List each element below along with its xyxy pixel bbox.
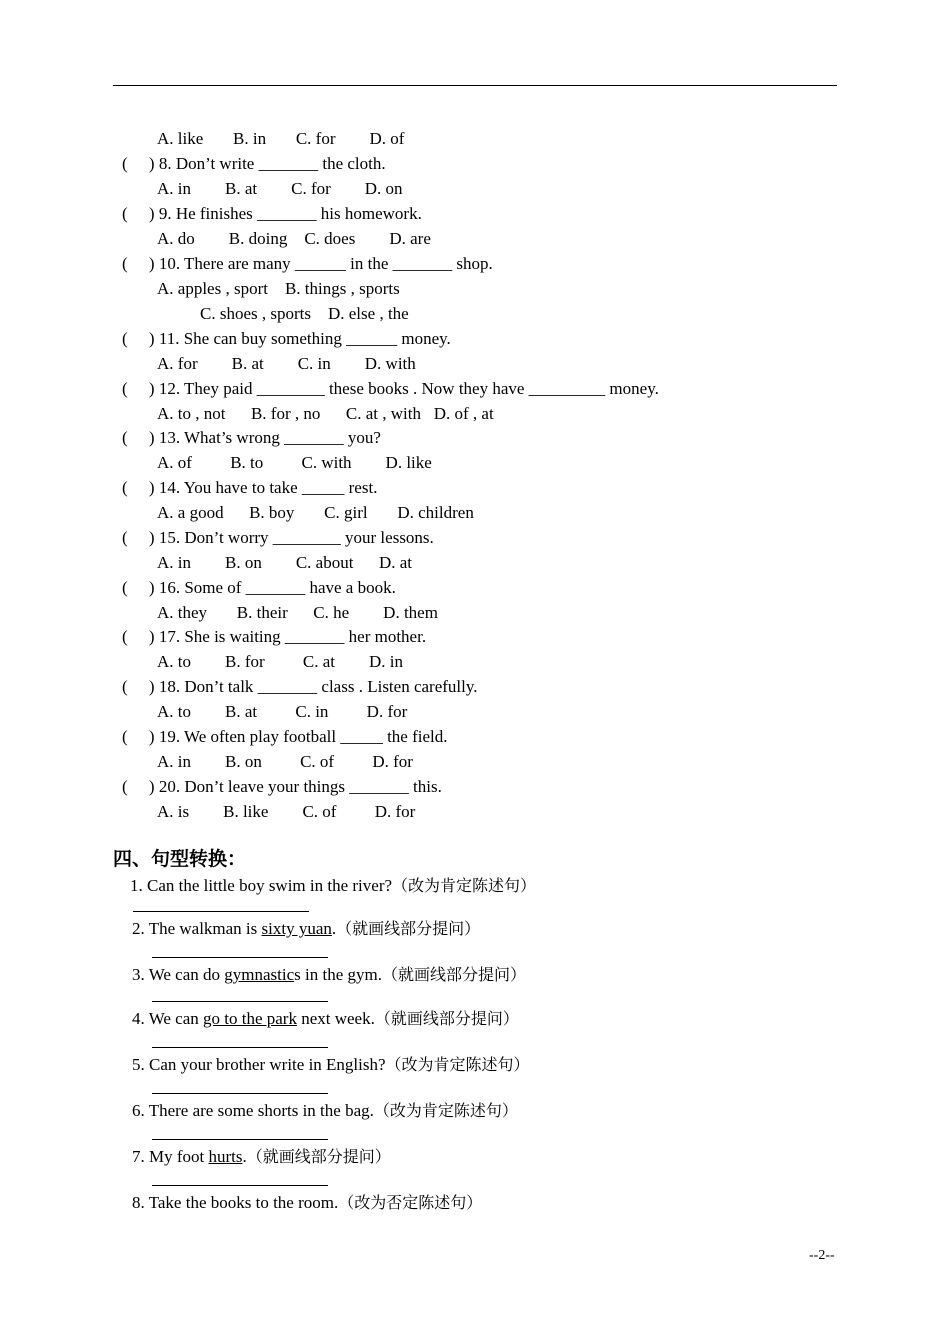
q16-options: A. they B. their C. he D. them [157, 603, 438, 622]
q11-stem: ( ) 11. She can buy something ______ money. [122, 329, 451, 348]
answer-blank-6[interactable] [152, 1139, 328, 1140]
section-heading: 四、句型转换： [113, 848, 247, 870]
q9-options: A. do B. doing C. does D. are [157, 229, 431, 248]
transform-1: 1. Can the little boy swim in the river?（改为肯定陈述句） [130, 876, 537, 895]
q12-stem: ( ) 12. They paid ________ these books . Now they have _________ money. [122, 379, 659, 398]
answer-blank-2[interactable] [152, 957, 328, 958]
q9-stem: ( ) 9. He finishes _______ his homework. [122, 204, 422, 223]
q14-options: A. a good B. boy C. girl D. children [157, 503, 474, 522]
q13-options: A. of B. to C. with D. like [157, 453, 432, 472]
transform-5: 5. Can your brother write in English?（改为肯定陈述句） [132, 1055, 530, 1074]
q8-options: A. in B. at C. for D. on [157, 179, 403, 198]
answer-blank-1[interactable] [133, 911, 309, 912]
transform-7: 7. My foot hurts.（就画线部分提问） [132, 1147, 391, 1166]
q19-stem: ( ) 19. We often play football _____ the field. [122, 727, 448, 746]
q11-options: A. for B. at C. in D. with [157, 354, 416, 373]
transform-4: 4. We can go to the park next week.（就画线部分提问） [132, 1009, 519, 1028]
q8-stem: ( ) 8. Don’t write _______ the cloth. [122, 154, 386, 173]
q7-options: A. like B. in C. for D. of [157, 129, 405, 148]
q10-options: A. apples , sport B. things , sports [157, 279, 400, 298]
transform-6: 6. There are some shorts in the bag.（改为肯定陈述句） [132, 1101, 518, 1120]
answer-blank-3[interactable] [152, 1001, 328, 1002]
answer-blank-7[interactable] [152, 1185, 328, 1186]
transform-8: 8. Take the books to the room.（改为否定陈述句） [132, 1193, 483, 1212]
q17-stem: ( ) 17. She is waiting _______ her mother. [122, 627, 427, 646]
q20-stem: ( ) 20. Don’t leave your things _______ this. [122, 777, 442, 796]
q19-options: A. in B. on C. of D. for [157, 752, 413, 771]
q17-options: A. to B. for C. at D. in [157, 652, 404, 671]
header-rule [113, 85, 837, 86]
q14-stem: ( ) 14. You have to take _____ rest. [122, 478, 378, 497]
transform-3: 3. We can do gymnastics in the gym.（就画线部分提问） [132, 965, 527, 984]
q12-options: A. to , not B. for , no C. at , with D. of , at [157, 404, 494, 423]
q18-stem: ( ) 18. Don’t talk _______ class . Listen carefully. [122, 677, 478, 696]
q10-stem: ( ) 10. There are many ______ in the _______ shop. [122, 254, 493, 273]
transform-2: 2. The walkman is sixty yuan.（就画线部分提问） [132, 919, 481, 938]
answer-blank-4[interactable] [152, 1047, 328, 1048]
q15-stem: ( ) 15. Don’t worry ________ your lessons. [122, 528, 434, 547]
q16-stem: ( ) 16. Some of _______ have a book. [122, 578, 396, 597]
q13-stem: ( ) 13. What’s wrong _______ you? [122, 428, 381, 447]
q10-options-2: C. shoes , sports D. else , the [200, 304, 409, 323]
q20-options: A. is B. like C. of D. for [157, 802, 416, 821]
q18-options: A. to B. at C. in D. for [157, 702, 408, 721]
q15-options: A. in B. on C. about D. at [157, 553, 412, 572]
answer-blank-5[interactable] [152, 1093, 328, 1094]
page-number: --2-- [809, 1248, 835, 1263]
